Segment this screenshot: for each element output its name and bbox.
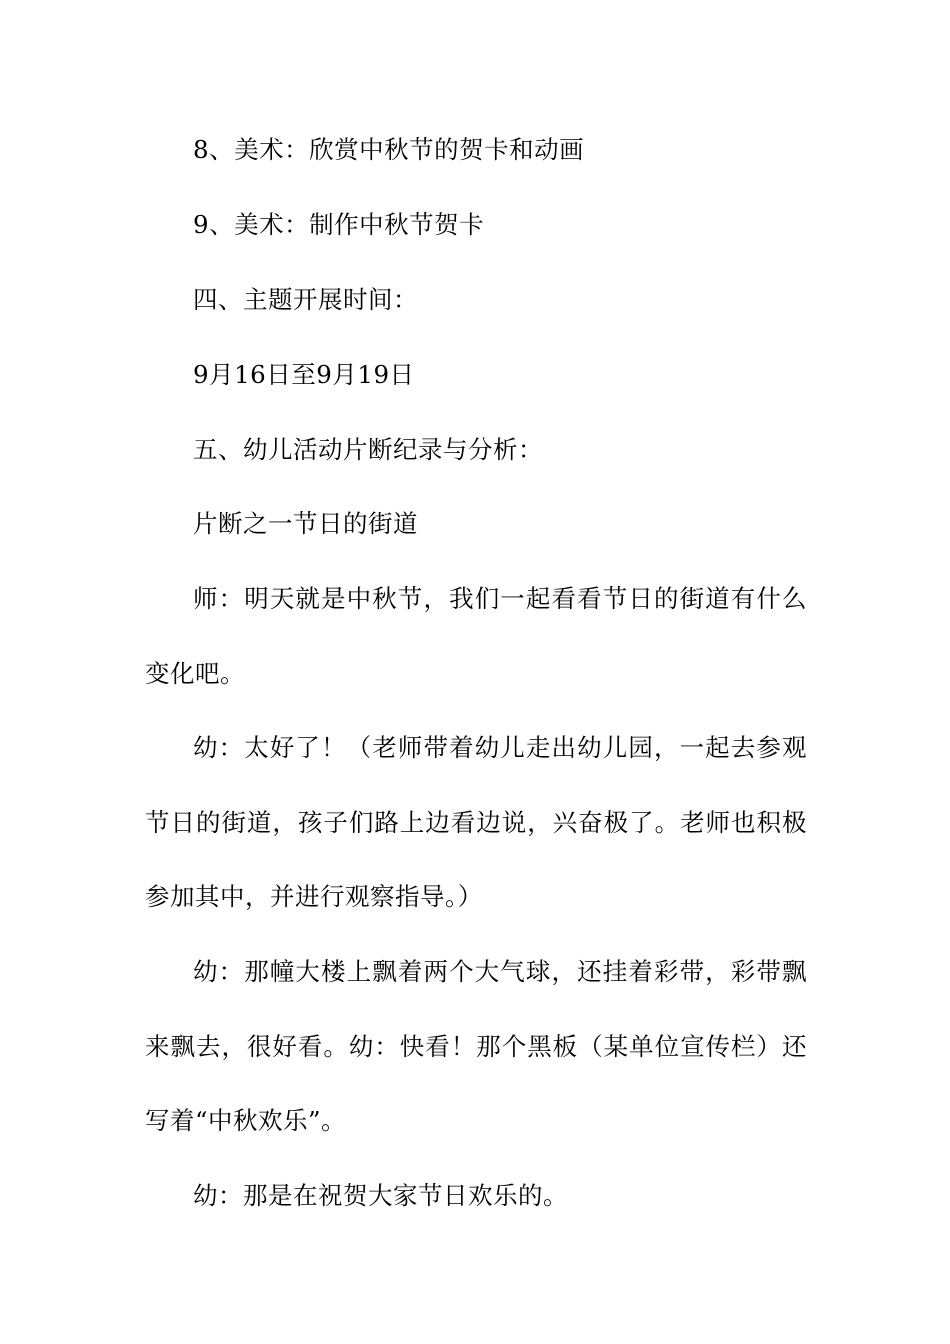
paragraph-art-appreciation: 8、美术：欣赏中秋节的贺卡和动画 — [193, 135, 585, 164]
paragraph-teacher-dialogue: 师：明天就是中秋节，我们一起看看节日的街道有什么变化吧。 — [145, 584, 807, 688]
section-heading-activity-record: 五、幼儿活动片断纪录与分析： — [193, 435, 543, 464]
section-heading-schedule: 四、主题开展时间： — [193, 285, 418, 314]
paragraph-child-dialogue-3: 幼：那是在祝贺大家节日欢乐的。 — [193, 1181, 568, 1210]
subheading-fragment-one: 片断之一节日的街道 — [193, 509, 418, 538]
paragraph-date-range: 9月16日至9月19日 — [193, 360, 415, 389]
paragraph-art-card-making: 9、美术：制作中秋节贺卡 — [193, 210, 485, 239]
paragraph-child-dialogue-2: 幼：那幢大楼上飘着两个大气球，还挂着彩带，彩带飘来飘去，很好看。幼：快看！那个黑板（某单位宣传栏）还写着“中秋欢乐”。 — [145, 957, 807, 1135]
paragraph-child-dialogue-1: 幼：太好了！（老师带着幼儿走出幼儿园，一起去参观节日的街道，孩子们路上边看边说，兴奋极了。老师也积极参加其中，并进行观察指导。） — [145, 733, 807, 911]
